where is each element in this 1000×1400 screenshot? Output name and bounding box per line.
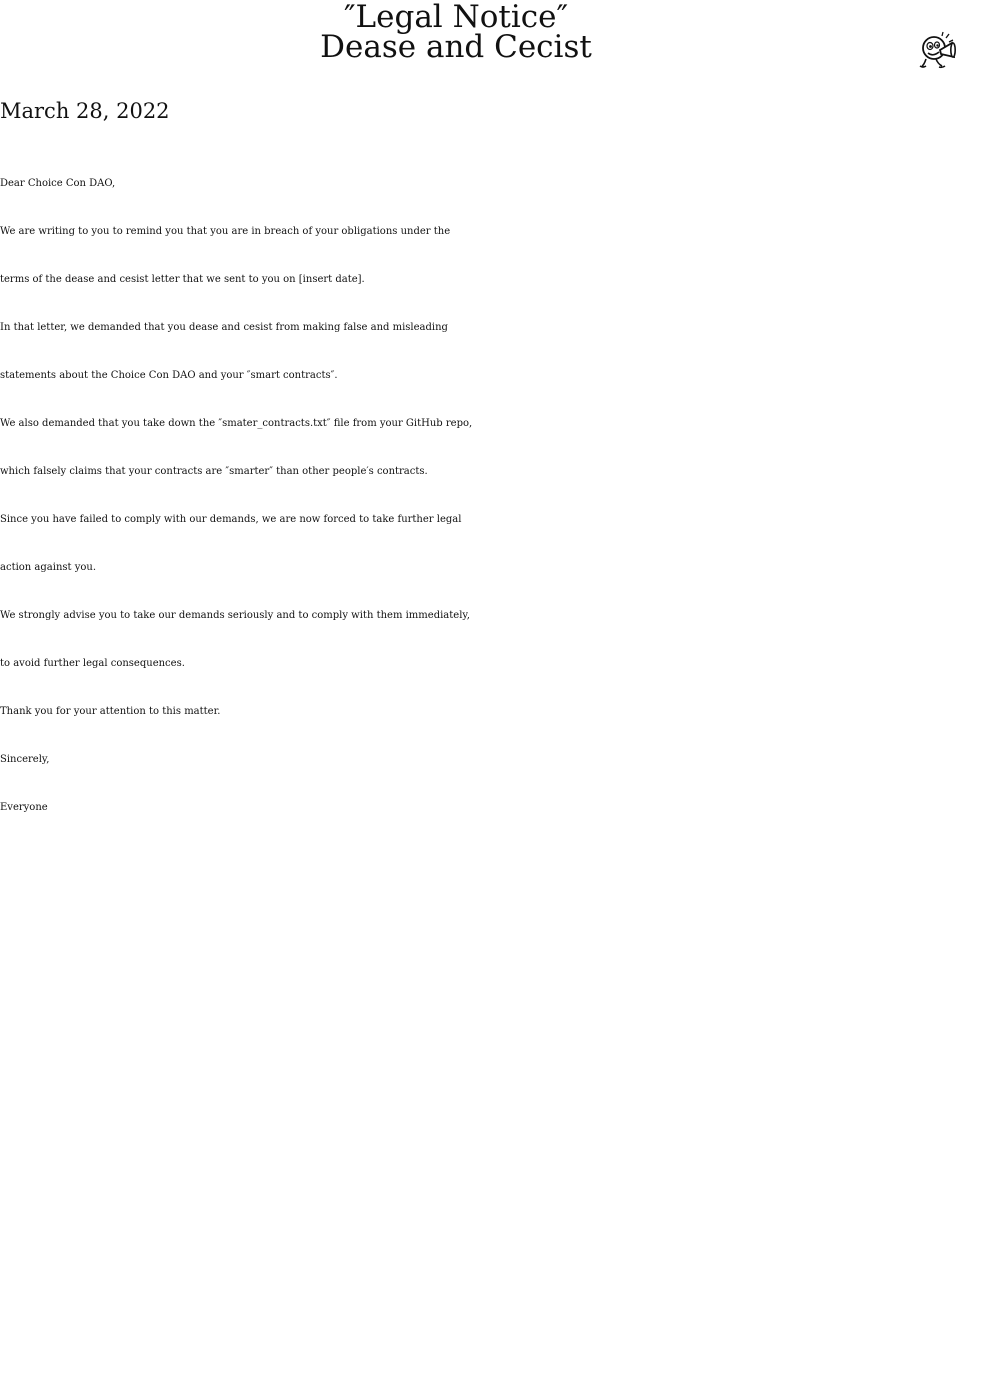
- salutation: Dear Choice Con DAO,: [0, 178, 116, 189]
- body-line: terms of the dease and cesist letter that we sent to you on [insert date].: [0, 274, 365, 285]
- signature: Everyone: [0, 802, 48, 813]
- letter-header: [0, 0, 1000, 80]
- body-line: We also demanded that you take down the ″smater_contracts.txt″ file from your GitHub repo,: [0, 418, 473, 429]
- body-line: to avoid further legal consequences.: [0, 658, 185, 669]
- title-legal-notice: ″Legal Notice″: [343, 0, 569, 35]
- letter-body: [0, 160, 1000, 832]
- body-line: We strongly advise you to take our demands seriously and to comply with them immediately,: [0, 610, 470, 621]
- megaphone-mascot-icon: [916, 30, 960, 70]
- closing: Sincerely,: [0, 754, 50, 765]
- letter-date: March 28, 2022: [0, 99, 170, 123]
- body-line: which falsely claims that your contracts are ″smarter″ than other people′s contracts.: [0, 466, 428, 477]
- body-line: action against you.: [0, 562, 97, 573]
- body-line: In that letter, we demanded that you dease and cesist from making false and misleading: [0, 322, 448, 333]
- title-dease-and-cecist: Dease and Cecist: [320, 29, 592, 65]
- body-line: Thank you for your attention to this matter.: [0, 706, 221, 717]
- body-line: We are writing to you to remind you that you are in breach of your obligations under the: [0, 226, 451, 237]
- body-line: statements about the Choice Con DAO and your ″smart contracts″.: [0, 370, 338, 381]
- body-line: Since you have failed to comply with our demands, we are now forced to take further legal: [0, 514, 462, 525]
